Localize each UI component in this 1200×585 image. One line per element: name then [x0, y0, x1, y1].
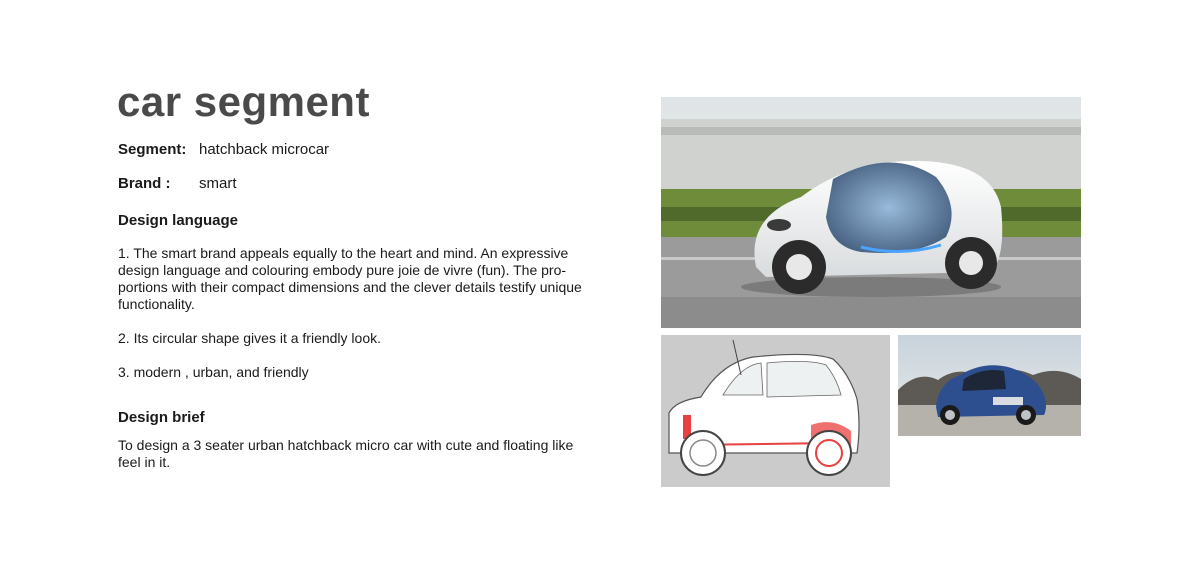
segment-row [118, 141, 330, 158]
design-language-point-3: 3. modern , urban, and friendly [118, 364, 309, 380]
page-title: car segment [117, 78, 370, 125]
brand-row [118, 175, 237, 192]
design-language-point-1: 1. The smart brand appeals equally to the heart and mind. An expressive design language and colouring embody pure joie de vivre (fun). The pro-portions with their compact dimensions and the clever details testify unique functionality. [118, 245, 582, 312]
concept-car-photo [661, 97, 1081, 328]
segment-label: Segment: [118, 141, 187, 158]
segment-value: hatchback microcar [199, 141, 330, 158]
brand-value: smart [199, 175, 237, 192]
blue-car-photo [898, 335, 1081, 436]
design-language-heading: Design language [118, 212, 239, 229]
design-brief-heading: Design brief [118, 409, 205, 426]
side-view-sketch [661, 335, 890, 487]
brand-label: Brand : [118, 175, 171, 192]
design-language-point-2: 2. Its circular shape gives it a friendly look. [118, 330, 382, 346]
design-brief-text: To design a 3 seater urban hatchback micro car with cute and floating like feel in it. [118, 437, 574, 470]
